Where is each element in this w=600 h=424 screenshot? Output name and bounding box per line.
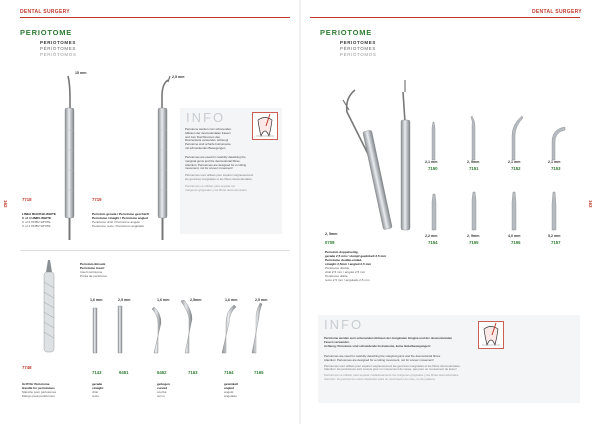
dim-label: 2,5 mm (172, 75, 185, 79)
dim-label: 5,2 mm (548, 234, 561, 238)
desc-line: gewinkelt (224, 382, 239, 386)
desc-line: Periotom-Einsatz (80, 262, 106, 266)
desc-line: Insert périotome (80, 270, 103, 274)
right-info-box (318, 315, 580, 403)
info-line: Attention: Periotomes are designed for a cutting (185, 162, 247, 167)
desc-line: Handle for periotomes (22, 386, 55, 390)
product-code: 7153 (551, 166, 561, 171)
desc-line: Punta de periótomo (80, 274, 108, 278)
info-line: Periótomos se utilizan para separar cuidadosamente los márgenes gingivales y las fibras desmodontales. (324, 373, 460, 378)
product-code: 7152 (511, 166, 521, 171)
left-info-box (180, 108, 282, 234)
desc-line: C of 4 HNBV-WHITE (22, 216, 52, 220)
product-code: 7718 (22, 197, 32, 202)
dim-label: 2, 9mm (467, 160, 480, 164)
info-line: Périotomes sont utilisés pour séparer soigneusement les gencives marginales et les fibres desmodontales. (324, 363, 461, 368)
product-code: 7164 (224, 370, 234, 375)
desc-line: Periotome droit / Periotome angulé (92, 220, 140, 224)
desc-line: courbé (157, 390, 167, 394)
left-header: DENTAL SURGERY (20, 9, 70, 15)
tips-row-2-illustration (420, 190, 580, 232)
main-item-desc (325, 250, 425, 282)
dim-label: 2,1 mm (548, 160, 561, 164)
product-code: 7151 (469, 166, 479, 171)
handle-desc (22, 382, 82, 398)
dim-label: 4,0 mm (508, 234, 521, 238)
insert-desc-curved (157, 382, 187, 398)
subtitle-es: PERIÓTOMOS (340, 52, 377, 57)
info-title: INFO (324, 317, 364, 332)
product-code: 7719 (92, 197, 102, 202)
info-line: Periotomes are used for carefully detaching the marginal gums and the desmodontal fibres. (324, 354, 441, 358)
info-text-block (324, 337, 474, 348)
right-header: DENTAL SURGERY (532, 9, 582, 15)
desc-line: Periotom gerade / Periotome geschärft (92, 212, 149, 216)
product-code: 6462 (157, 370, 167, 375)
product-code: 7154 (428, 240, 438, 245)
left-subtitles (40, 40, 76, 58)
desc-line: curved (157, 386, 168, 390)
info-line: Periotome werden zum schonenden (185, 127, 232, 131)
info-line: Ablösen der desmodontalen Fasern (185, 130, 231, 135)
desc-line: droit 2,5 mm / angulé 2,5 mm (325, 270, 366, 274)
desc-line: C of 4 HNBV-WHITE (22, 220, 51, 224)
desc-line: LINEA BIANCHI-WHITE (22, 212, 56, 216)
info-line: Desmodonts verwendet. Achtung! (185, 138, 229, 143)
desc-line: curvo (157, 394, 165, 398)
info-line: Atención: los periótomos están diseñados para un movimiento de corte, no de palanca. (324, 376, 436, 381)
info-line: Attention: les périotomes sont conçus pour un mouvement de coupe, pas pour un mouvement de levier! (324, 367, 457, 372)
product-code: 7165 (254, 370, 264, 375)
right-subtitles (340, 40, 376, 58)
dim-label: 1,6 mm (90, 298, 103, 302)
double-ended-periotome-illustration (325, 70, 438, 240)
desc-line: Mango para periótomos (22, 394, 55, 398)
periotome-inserts-illustration (30, 258, 280, 358)
dim-label: 1,6 mm (225, 298, 238, 302)
info-line: mit schneidenden Bewegungen. (185, 145, 227, 150)
desc-line: recto 2,5 mm / angulado 2,5 mm (325, 278, 370, 282)
desc-line: C of 4 HNBV-WHITE (22, 224, 51, 228)
info-text-block (185, 156, 279, 192)
info-line: les gencives marginales et les fibres desmodontales. (185, 176, 253, 181)
product-code: 7156 (511, 240, 521, 245)
product-code: 6451 (119, 370, 129, 375)
left-header-rule (20, 17, 290, 18)
product-code: 7150 (428, 166, 438, 171)
desc-line: angled (224, 386, 234, 390)
desc-line: Périotome double, (325, 266, 351, 270)
desc-line: Periotom doppelseitig, (325, 250, 359, 254)
product-code: 7155 (469, 240, 479, 245)
product-code: 7163 (188, 370, 198, 375)
product-code: 7157 (551, 240, 561, 245)
desc-line: gebogen (157, 382, 170, 386)
info-title: INFO (186, 110, 226, 125)
info-line: marginal gums and the desmodontal fibres. (185, 158, 241, 163)
info-line: Periótomos se utilizan para separar los (185, 183, 235, 188)
product-code: 0708 (325, 240, 335, 245)
desc-line: gerade 2,5 mm / stumpf gewinkelt 2,5 mm (325, 254, 387, 258)
desc-line: Periotome Insert (80, 266, 105, 270)
section-divider (20, 250, 290, 251)
dim-label: 2,5 mm (118, 298, 131, 302)
desc-line: droit (92, 390, 99, 394)
page-gutter (299, 0, 301, 424)
info-line: Fasern verwendet. (324, 339, 350, 344)
info-line: und zum Durchtrennen des (185, 134, 220, 139)
desc-line: Periotomo recto / Periotomo angulado (92, 224, 145, 228)
subtitle-de: PERIOTOMES (40, 40, 76, 45)
desc-line: angulado (224, 394, 237, 398)
desc-line: gerade (92, 382, 103, 386)
left-page-number: 162 (3, 200, 8, 208)
info-line: Périotomes sont utilisés pour séparer soigneusement (185, 173, 254, 178)
product-desc-7719 (92, 212, 182, 228)
right-page-number: 163 (588, 200, 593, 208)
tips-row-1-illustration (420, 112, 580, 162)
dim-label: 2,5mm (190, 298, 202, 302)
info-line: Periotomes are used for carefully detaching the (185, 155, 246, 159)
insert-desc-straight (92, 382, 122, 398)
dim-label: 2,5 mm (255, 298, 268, 302)
info-text-block (324, 355, 574, 382)
info-line: Achtung: Periotome sind schneidende Instrumente, keine Hebelbewegungen! (324, 343, 431, 348)
dim-label: 2, 5mm (325, 232, 338, 236)
desc-line: angulé (224, 390, 234, 394)
desc-line: straight (92, 386, 104, 390)
subtitle-fr: PÉRIOTOMES (340, 46, 376, 51)
left-page-title: PERIOTOME (20, 28, 73, 37)
desc-line: straight 2,5mm / angled 2,5 mm (325, 262, 372, 266)
dim-label: 1,6 mm (157, 298, 170, 302)
product-code: 7748 (22, 365, 32, 370)
desc-line: Periotome double-ended, (325, 258, 363, 262)
dim-label: 2, 9mm (467, 234, 480, 238)
dim-label: 15 mm (75, 71, 87, 75)
subtitle-fr: PÉRIOTOMES (40, 46, 76, 51)
tooth-icon (252, 112, 278, 140)
insert-desc-angled (224, 382, 258, 398)
desc-line: Periótomo doble, (325, 274, 349, 278)
right-header-rule (310, 17, 580, 18)
right-page-title: PERIOTOME (320, 28, 373, 37)
info-line: Periotome werden zum schonenden Ablösen der marginalen Gingiva und der desmodontalen (324, 336, 453, 340)
tooth-icon (478, 321, 504, 349)
info-line: movement, not for a lever movement! (185, 166, 233, 171)
desc-line: recto (92, 394, 99, 398)
product-code: 7143 (92, 370, 102, 375)
info-line: Attention: Periotomes are designed for a cutting movement, not for a lever movement! (324, 357, 434, 362)
desc-line: Griff für Periotome (22, 382, 50, 386)
product-desc-7718 (22, 212, 87, 228)
desc-line: Manche pour périotomes (22, 390, 57, 394)
info-text-block (185, 128, 255, 151)
subtitle-de: PERIOTOMES (340, 40, 376, 45)
dim-label: 2,1 mm (508, 160, 521, 164)
info-line: Periotome sind scharfe Instrumente (185, 142, 231, 147)
info-line: márgenes gingivales y las fibras desmodontales. (185, 187, 248, 192)
dim-label: 2,1 mm (425, 160, 438, 164)
subtitle-es: PERIÓTOMOS (40, 52, 77, 57)
desc-line: Periotome straight / Periotome angled (92, 216, 148, 220)
dim-label: 2,2 mm (425, 234, 438, 238)
